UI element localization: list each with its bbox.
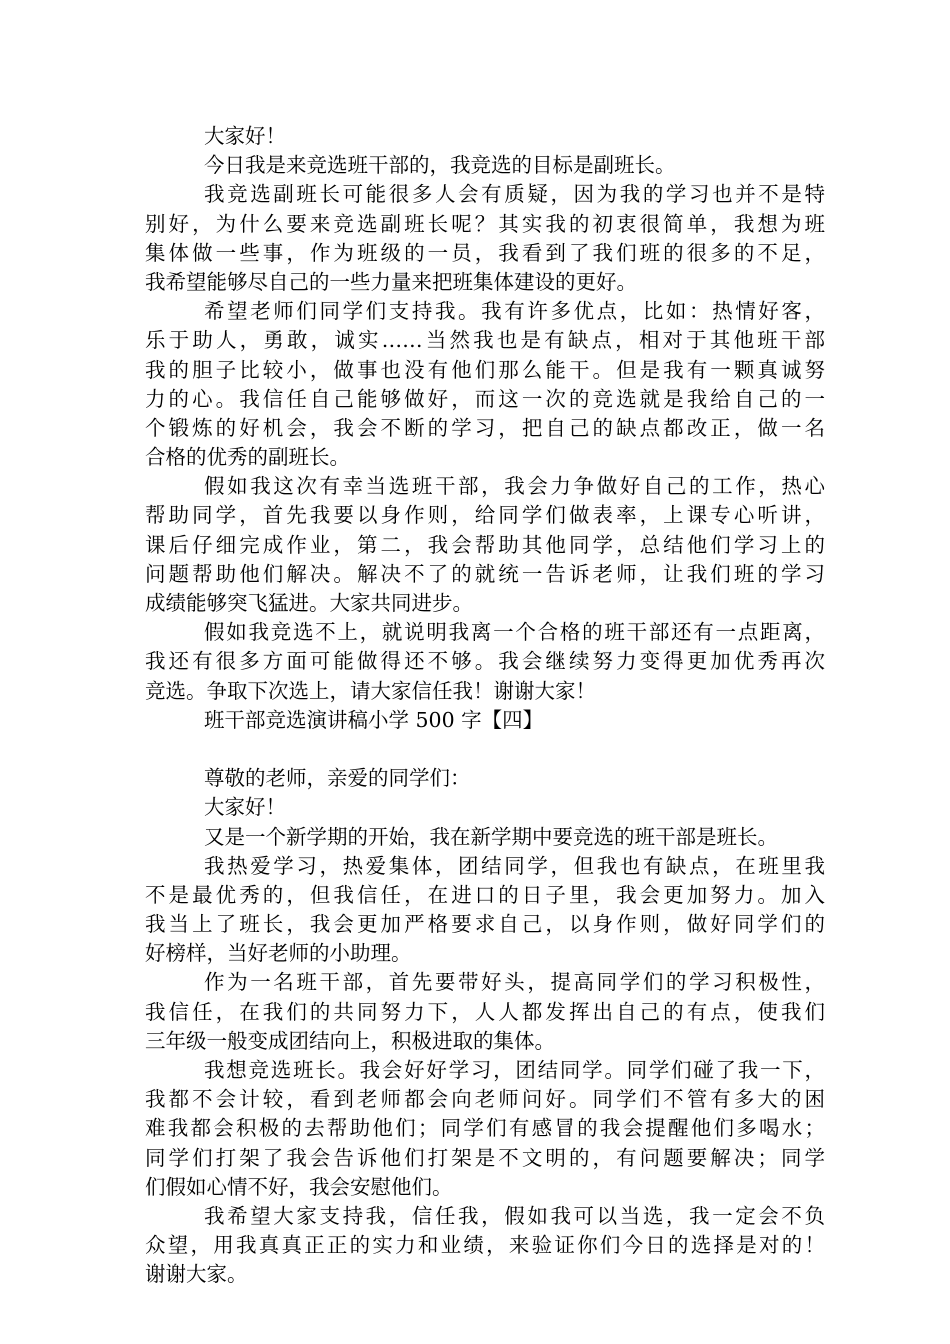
text-line: 个锻炼的好机会，我会不断的学习，把自己的缺点都改正，做一名 — [145, 415, 825, 440]
text-line: 别好，为什么要来竞选副班长呢？其实我的初衷很简单，我想为班 — [145, 211, 825, 236]
text-line: 我都不会计较，看到老师都会向老师问好。同学们不管有多大的困 — [145, 1087, 825, 1112]
text-line: 三年级一般变成团结向上，积极进取的集体。 — [145, 1028, 555, 1053]
text-line: 们假如心情不好，我会安慰他们。 — [145, 1174, 453, 1199]
text-line: 我的胆子比较小，做事也没有他们那么能干。但是我有一颗真诚努 — [145, 357, 825, 382]
text-line: 又是一个新学期的开始，我在新学期中要竞选的班干部是班长。 — [204, 824, 778, 849]
text-line: 班干部竞选演讲稿小学 500 字【四】 — [204, 707, 544, 732]
text-line: 我信任，在我们的共同努力下，人人都发挥出自己的有点，使我们 — [145, 999, 825, 1024]
text-line: 问题帮助他们解决。解决不了的就统一告诉老师，让我们班的学习 — [145, 561, 825, 586]
document-page — [145, 122, 825, 1290]
text-line: 课后仔细完成作业，第二，我会帮助其他同学，总结他们学习上的 — [145, 532, 825, 557]
text-line: 谢谢大家。 — [145, 1262, 248, 1287]
text-line: 希望老师们同学们支持我。我有许多优点，比如：热情好客， — [204, 299, 825, 324]
text-line: 尊敬的老师，亲爱的同学们： — [204, 766, 471, 791]
text-line: 我热爱学习，热爱集体，团结同学，但我也有缺点，在班里我 — [204, 853, 825, 878]
text-line: 假如我竞选不上，就说明我离一个合格的班干部还有一点距离， — [204, 620, 825, 645]
text-line: 今日我是来竞选班干部的，我竞选的目标是副班长。 — [204, 153, 676, 178]
text-line: 不是最优秀的，但我信任，在进口的日子里，我会更加努力。加入 — [145, 882, 825, 907]
text-line: 大家好！ — [204, 124, 286, 148]
text-line: 力的心。我信任自己能够做好，而这一次的竞选就是我给自己的一 — [145, 386, 825, 411]
text-line: 假如我这次有幸当选班干部，我会力争做好自己的工作，热心 — [204, 474, 825, 499]
text-line: 我想竞选班长。我会好好学习，团结同学。同学们碰了我一下， — [204, 1058, 825, 1082]
text-line: 我希望大家支持我，信任我，假如我可以当选，我一定会不负 — [204, 1203, 825, 1228]
text-line: 我竞选副班长可能很多人会有质疑，因为我的学习也并不是特 — [204, 182, 825, 207]
text-line: 乐于助人，勇敢，诚实……当然我也是有缺点，相对于其他班干部 — [145, 328, 825, 353]
text-line: 难我都会积极的去帮助他们；同学们有感冒的我会提醒他们多喝水； — [145, 1116, 825, 1141]
text-line: 众望，用我真真正正的实力和业绩，来验证你们今日的选择是对的！ — [145, 1233, 825, 1258]
text-line: 集体做一些事，作为班级的一员，我看到了我们班的很多的不足， — [145, 240, 825, 265]
text-line: 我当上了班长，我会更加严格要求自己，以身作则，做好同学们的 — [145, 912, 825, 937]
text-line: 好榜样，当好老师的小助理。 — [145, 941, 412, 966]
text-line: 成绩能够突飞猛进。大家共同进步。 — [145, 591, 473, 615]
text-line: 作为一名班干部，首先要带好头，提高同学们的学习积极性， — [204, 970, 825, 995]
text-line: 我希望能够尽自己的一些力量来把班集体建设的更好。 — [145, 269, 637, 294]
text-line: 合格的优秀的副班长。 — [145, 445, 350, 470]
text-line: 同学们打架了我会告诉他们打架是不文明的，有问题要解决；同学 — [145, 1145, 825, 1170]
text-line: 大家好！ — [204, 795, 286, 820]
text-line: 帮助同学，首先我要以身作则，给同学们做表率，上课专心听讲， — [145, 503, 825, 528]
text-line: 竞选。争取下次选上，请大家信任我！谢谢大家！ — [145, 678, 596, 703]
blank-line — [145, 735, 825, 764]
text-line: 我还有很多方面可能做得还不够。我会继续努力变得更加优秀再次 — [145, 649, 825, 674]
